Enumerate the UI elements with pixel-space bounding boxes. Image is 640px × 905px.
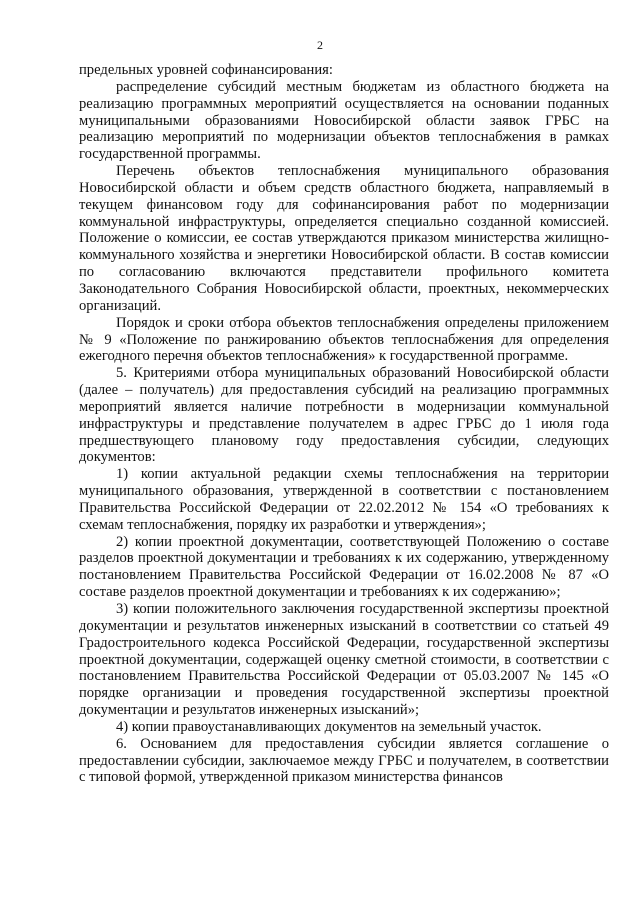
list-item-3-expertise: 3) копии положительного заключения государственной экспертизы проектной документации и результатов инженерных изысканий в соответствии со статьей 49 Градостроительного кодекса Российской Федерации, государственной экспертизы проектной документации, содержащей оценку сметной стоимости, в соответствии с постановлением Правительства Российской Федерации от 05.03.2007 № 145 «О порядке организации и проведения государственной экспертизы проектной документации и результатов инженерных изысканий»; [79,601,609,719]
paragraph-item-6-agreement: 6. Основанием для предоставления субсидии является соглашение о предоставлении субсидии, заключаемое между ГРБС и получателем, в соответствии с типовой формой, утвержденной приказом министерства финансов [79,735,609,786]
paragraph-continuation: предельных уровней софинансирования: [79,62,333,78]
document-body [79,62,609,786]
paragraph-selection-procedure: Порядок и сроки отбора объектов теплоснабжения определены приложением № 9 «Положение по ранжированию объектов теплоснабжения для определения ежегодного перечня объектов теплоснабжения» к государственной программе. [79,314,609,365]
paragraph-heat-objects-list: Перечень объектов теплоснабжения муниципального образования Новосибирской области и объем средств областного бюджета, направляемый в текущем финансовом году для софинансирования работ по модернизации коммунальной инфраструктуры, определяется специально созданной комиссией. Положение о комиссии, ее состав утверждаются приказом министерства жилищно-коммунального хозяйства и энергетики Новосибирской области. В состав комиссии по согласованию включаются представители профильного комитета Законодательного Собрания Новосибирской области, проектных, некоммерческих организаций. [79,163,609,314]
page-number: 2 [317,38,323,52]
paragraph-item-5-criteria: 5. Критериями отбора муниципальных образований Новосибирской области (далее – получатель) для предоставления субсидий на реализацию программных мероприятий является наличие потребности в модернизации коммунальной инфраструктуры и представление получателем в адрес ГРБС до 1 июля года предшествующего плановому году предоставления субсидии, следующих документов: [79,365,609,466]
list-item-2-project-docs: 2) копии проектной документации, соответствующей Положению о составе разделов проектной документации и требованиях к их содержанию, утвержденному постановлением Правительства Российской Федерации от 16.02.2008 № 87 «О составе разделов проектной документации и требованиях к их содержанию»; [79,533,609,601]
list-item-4-land-docs: 4) копии правоустанавливающих документов на земельный участок. [116,718,542,735]
paragraph-subsidy-distribution: распределение субсидий местным бюджетам из областного бюджета на реализацию программных мероприятий осуществляется на основании поданных муниципальными образованиями Новосибирской области заявок ГРБС на реализацию мероприятий по модернизации объектов теплоснабжения в рамках государственной программы. [79,78,609,163]
list-item-1-heat-scheme: 1) копии актуальной редакции схемы теплоснабжения на территории муниципального образования, утвержденной в соответствии с постановлением Правительства Российской Федерации от 22.02.2012 № 154 «О требованиях к схемам теплоснабжения, порядку их разработки и утверждения»; [79,466,609,533]
